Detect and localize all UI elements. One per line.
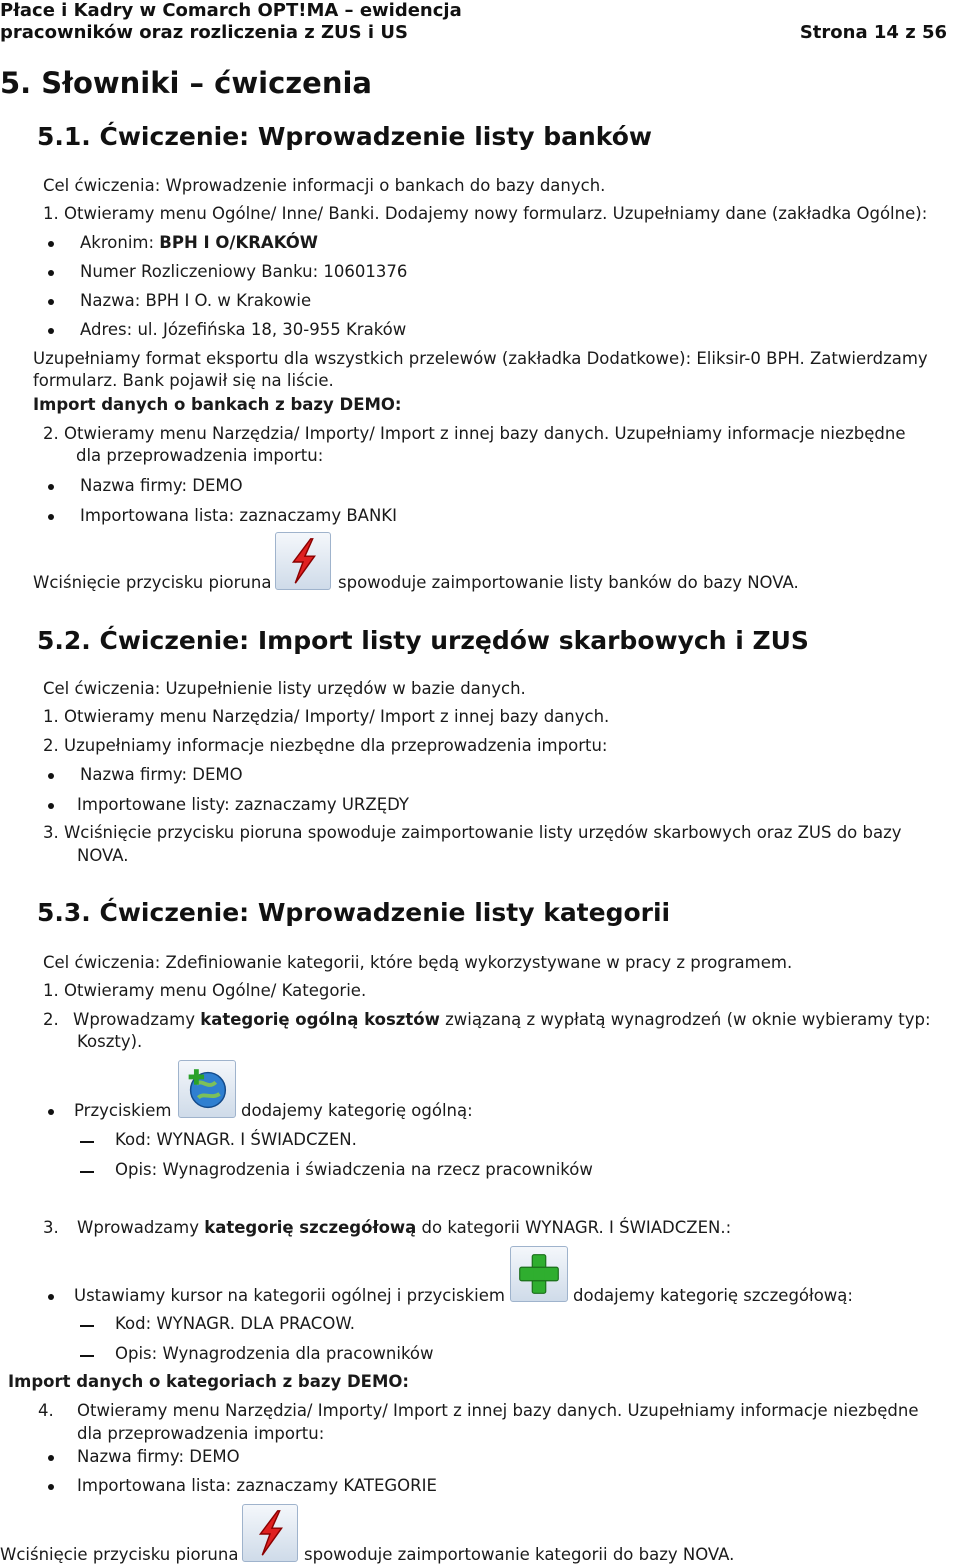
step-number: 3. <box>43 1218 59 1237</box>
lightning-icon <box>275 532 331 590</box>
caption-text: spowoduje zaimportowanie listy banków do bazy NOVA. <box>338 573 799 592</box>
paragraph <box>33 349 951 368</box>
subheading: Import danych o bankach z bazy DEMO: <box>33 395 402 414</box>
bullet <box>48 1109 54 1115</box>
step-bold: kategorię ogólną kosztów <box>200 1010 440 1029</box>
list-item <box>80 233 318 252</box>
step-number: 2. <box>43 1010 59 1029</box>
header-title-line1: Płace i Kadry w Comarch OPT!MA – ewidencja <box>0 0 462 21</box>
step-text <box>77 1218 731 1237</box>
caption-text: dodajemy kategorię szczegółową: <box>573 1286 853 1305</box>
step-number: 4. <box>38 1401 54 1420</box>
list-item: Importowana lista: zaznaczamy KATEGORIE <box>77 1476 437 1495</box>
list-item: Nazwa firmy: DEMO <box>77 1447 240 1466</box>
list-item: Importowane listy: zaznaczamy URZĘDY <box>77 795 409 814</box>
list-item: Kod: WYNAGR. DLA PRACOW. <box>115 1314 355 1333</box>
step-text: 1. Otwieramy menu Narzędzia/ Importy/ Import z innej bazy danych. <box>43 707 610 726</box>
bullet <box>48 1455 54 1461</box>
list-item: Adres: ul. Józefińska 18, 30-955 Kraków <box>80 320 407 339</box>
page-number: Strona 14 z 56 <box>799 22 947 43</box>
bullet <box>48 328 54 334</box>
paragraph-line: formularz. Bank pojawił się na liście. <box>33 371 334 390</box>
akronim-label: Akronim: <box>80 233 160 252</box>
caption-text: Przyciskiem <box>74 1101 172 1120</box>
step-text <box>73 1010 931 1029</box>
step-text: Koszty). <box>77 1032 143 1051</box>
step-post: związaną z wypłatą wynagrodzeń (w oknie wybieramy typ: <box>439 1010 931 1029</box>
bullet <box>48 803 54 809</box>
step-text: 1. Otwieramy menu Ogólne/ Kategorie. <box>43 981 367 1000</box>
subheading: Import danych o kategoriach z bazy DEMO: <box>8 1372 409 1391</box>
section-heading-5-3: 5.3. Ćwiczenie: Wprowadzenie listy kategorii <box>37 898 671 927</box>
bullet <box>48 514 54 520</box>
list-item: Opis: Wynagrodzenia dla pracowników <box>115 1344 434 1363</box>
chapter-title: 5. Słowniki – ćwiczenia <box>0 66 372 100</box>
bullet <box>48 241 54 247</box>
caption-text: spowoduje zaimportowanie kategorii do bazy NOVA. <box>304 1545 735 1564</box>
step-bold: kategorię szczegółową <box>204 1218 417 1237</box>
bullet <box>48 1294 54 1300</box>
paragraph-line: Uzupełniamy format eksportu dla wszystkich przelewów (zakładka Dodatkowe): Eliksir-0 BPH. Zatwierdzamy <box>33 349 928 368</box>
caption-text: Wciśnięcie przycisku pioruna <box>33 573 272 592</box>
dash <box>80 1325 94 1327</box>
step-text: 2. Uzupełniamy informacje niezbędne dla przeprowadzenia importu: <box>43 736 608 755</box>
akronim-value: BPH I O/KRAKÓW <box>159 233 318 252</box>
bullet <box>48 270 54 276</box>
goal-text: Cel ćwiczenia: Wprowadzenie informacji o bankach do bazy danych. <box>43 176 606 195</box>
plus-icon <box>510 1246 568 1302</box>
list-item: Opis: Wynagrodzenia i świadczenia na rzecz pracowników <box>115 1160 593 1179</box>
lightning-icon <box>242 1504 298 1562</box>
step-text: dla przeprowadzenia importu: <box>77 1424 325 1443</box>
step-post: do kategorii WYNAGR. I ŚWIADCZEN.: <box>416 1218 732 1237</box>
list-item: Nazwa: BPH I O. w Krakowie <box>80 291 312 310</box>
bullet <box>48 484 54 490</box>
header-title-line2: pracowników oraz rozliczenia z ZUS i US <box>0 22 408 43</box>
step-text: Otwieramy menu Narzędzia/ Importy/ Import z innej bazy danych. Uzupełniamy informacje niezbędne <box>77 1401 919 1420</box>
dash <box>80 1355 94 1357</box>
bullet <box>48 773 54 779</box>
step-pre: Wprowadzamy <box>77 1218 205 1237</box>
list-item: Nazwa firmy: DEMO <box>80 765 243 784</box>
step-text: dla przeprowadzenia importu: <box>76 446 324 465</box>
globe-add-icon <box>178 1060 236 1118</box>
caption-text: dodajemy kategorię ogólną: <box>241 1101 473 1120</box>
dash <box>80 1171 94 1173</box>
list-item: Numer Rozliczeniowy Banku: 10601376 <box>80 262 408 281</box>
step-pre: Wprowadzamy <box>73 1010 201 1029</box>
caption-text: Wciśnięcie przycisku pioruna <box>0 1545 239 1564</box>
goal-text: Cel ćwiczenia: Uzupełnienie listy urzędów w bazie danych. <box>43 679 526 698</box>
step-text <box>43 823 957 842</box>
step-text: 1. Otwieramy menu Ogólne/ Inne/ Banki. Dodajemy nowy formularz. Uzupełniamy dane (zakładka Ogólne): <box>43 204 928 223</box>
caption-text: Ustawiamy kursor na kategorii ogólnej i przyciskiem <box>74 1286 505 1305</box>
bullet <box>48 1484 54 1490</box>
section-heading-5-2: 5.2. Ćwiczenie: Import listy urzędów skarbowych i ZUS <box>37 626 809 655</box>
list-item: Kod: WYNAGR. I ŚWIADCZEN. <box>115 1130 357 1149</box>
dash <box>80 1141 94 1143</box>
step-line: 3. Wciśnięcie przycisku pioruna spowoduje zaimportowanie listy urzędów skarbowych oraz ZUS do bazy <box>43 823 902 842</box>
section-heading-5-1: 5.1. Ćwiczenie: Wprowadzenie listy banków <box>37 122 652 151</box>
list-item: Importowana lista: zaznaczamy BANKI <box>80 506 397 525</box>
step-text: NOVA. <box>77 846 129 865</box>
goal-text: Cel ćwiczenia: Zdefiniowanie kategorii, które będą wykorzystywane w pracy z programem. <box>43 953 793 972</box>
bullet <box>48 299 54 305</box>
step-text: 2. Otwieramy menu Narzędzia/ Importy/ Import z innej bazy danych. Uzupełniamy informacje niezbędne <box>43 424 906 443</box>
list-item: Nazwa firmy: DEMO <box>80 476 243 495</box>
